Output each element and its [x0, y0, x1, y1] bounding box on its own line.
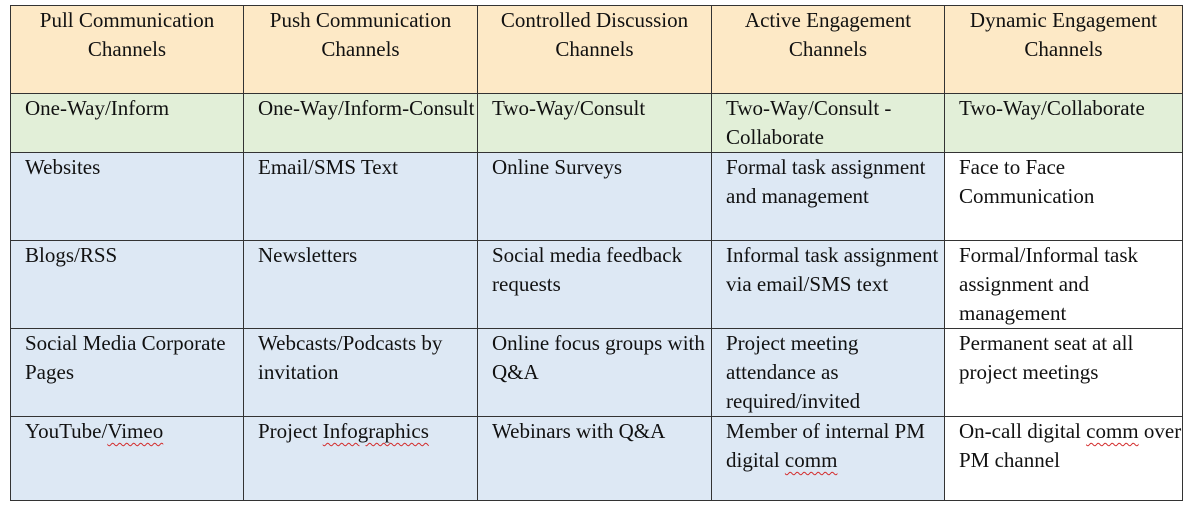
spellcheck-marked-word: Vimeo [107, 419, 164, 443]
cell-text: On-call digital [959, 419, 1087, 443]
header-push: Push Communication Channels [244, 6, 478, 94]
table-cell: Project meeting attendance as required/invited [712, 329, 945, 417]
table-cell [945, 417, 1183, 501]
communication-channels-table [10, 5, 1183, 501]
table-cell: Online Surveys [478, 153, 712, 241]
cell-text: YouTube/ [25, 419, 108, 443]
subheader-active: Two-Way/Consult - Collaborate [712, 94, 945, 153]
cell-text: over PM channel [959, 419, 1182, 472]
subheader-row [11, 94, 1183, 153]
subheader-pull: One-Way/Inform [11, 94, 244, 153]
subheader-push: One-Way/Inform-Consult [244, 94, 478, 153]
cell-text: Member of internal PM digital [726, 419, 925, 472]
spellcheck-marked-word: comm [784, 448, 838, 472]
table-cell: Social media feedback requests [478, 241, 712, 329]
table-cell: Email/SMS Text [244, 153, 478, 241]
table-row [11, 241, 1183, 329]
spellcheck-marked-word: Infographics [322, 419, 429, 443]
subheader-controlled: Two-Way/Consult [478, 94, 712, 153]
table-row [11, 153, 1183, 241]
cell-text: Project [258, 419, 323, 443]
header-pull: Pull Communication Channels [11, 6, 244, 94]
table-cell: Newsletters [244, 241, 478, 329]
table-cell: Webcasts/Podcasts by invitation [244, 329, 478, 417]
table-cell: Online focus groups with Q&A [478, 329, 712, 417]
header-row [11, 6, 1183, 94]
table-cell [712, 417, 945, 501]
header-controlled: Controlled Discussion Channels [478, 6, 712, 94]
table-cell: Blogs/RSS [11, 241, 244, 329]
table-cell: Face to Face Communication [945, 153, 1183, 241]
table-cell [11, 417, 244, 501]
table-row [11, 329, 1183, 417]
spellcheck-marked-word: comm [1086, 419, 1139, 443]
table-cell: Social Media Corporate Pages [11, 329, 244, 417]
header-active: Active Engagement Channels [712, 6, 945, 94]
table-cell: Formal task assignment and management [712, 153, 945, 241]
subheader-dynamic: Two-Way/Collaborate [945, 94, 1183, 153]
cell-text: Webinars with Q&A [492, 419, 666, 443]
header-dynamic: Dynamic Engagement Channels [945, 6, 1183, 94]
table-cell [478, 417, 712, 501]
table-cell: Formal/Informal task assignment and management [945, 241, 1183, 329]
table-cell [244, 417, 478, 501]
table-cell: Permanent seat at all project meetings [945, 329, 1183, 417]
table-cell: Informal task assignment via email/SMS text [712, 241, 945, 329]
table-row [11, 417, 1183, 501]
table-cell: Websites [11, 153, 244, 241]
